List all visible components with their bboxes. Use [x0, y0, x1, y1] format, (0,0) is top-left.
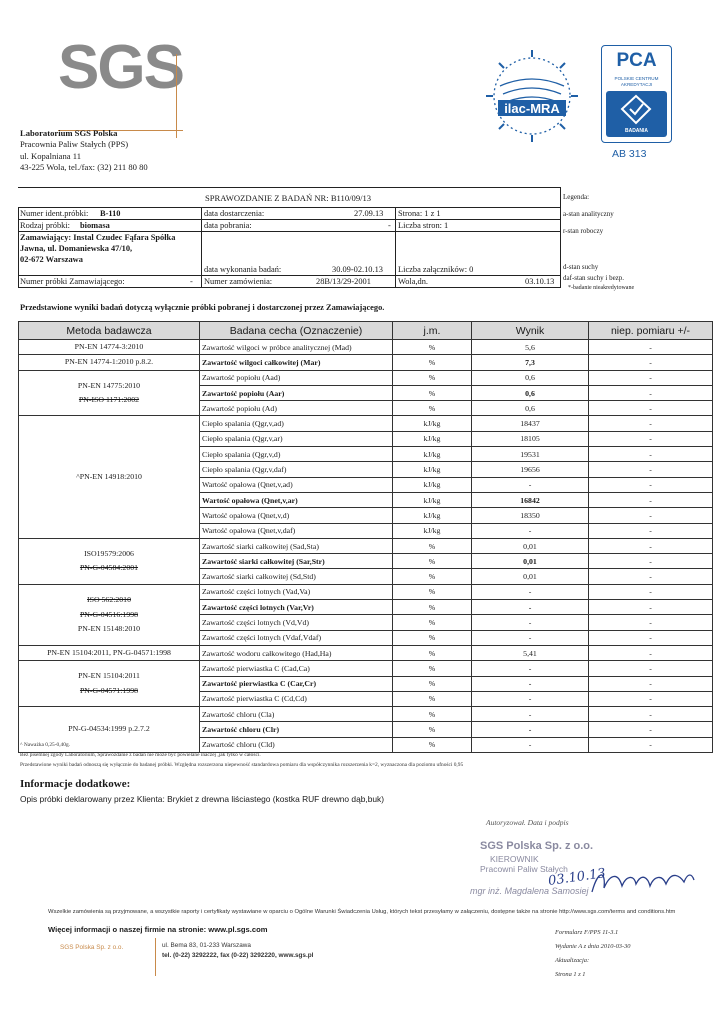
- uncertainty-cell: -: [589, 340, 713, 355]
- legend-heading: Legenda:: [563, 193, 590, 201]
- unit-cell: kJ/kg: [393, 416, 472, 431]
- lab-city-phone: 43-225 Wola, tel./fax: (32) 211 80 80: [20, 161, 148, 172]
- feature-cell: Zawartość popiołu (Aad): [200, 370, 393, 385]
- unit-cell: %: [393, 630, 472, 645]
- unit-cell: %: [393, 707, 472, 722]
- delivery-date-value: 27.09.13: [354, 209, 384, 218]
- feature-cell: Zawartość popiołu (Ad): [200, 401, 393, 416]
- table-row: [19, 538, 713, 553]
- uncertainty-cell: -: [589, 538, 713, 553]
- footer-more-info: Więcej informacji o naszej firmie na stronie: www.pl.sgs.com: [48, 925, 268, 934]
- footer-terms: Wszelkie zamówienia są przyjmowane, a wszystkie raporty i certyfikaty wystawiane w oparciu o Ogólne Warunki Świadczenia Usług, których tekst przesyłamy w załączeniu, dostępne także na stronie http://www.sgs.com/terms and conditions.htm: [48, 909, 676, 915]
- unit-cell: kJ/kg: [393, 431, 472, 446]
- legend-r: r-stan roboczy: [563, 227, 604, 235]
- unit-cell: %: [393, 554, 472, 569]
- method-cell: [19, 645, 200, 660]
- method-name: ISO 562:2010: [87, 595, 131, 605]
- uncertainty-cell: -: [589, 523, 713, 538]
- table-row: [19, 645, 713, 660]
- feature-cell: Zawartość części lotnych (Var,Vr): [200, 600, 393, 615]
- result-cell: -: [472, 691, 589, 706]
- footer-contacts: tel. (0-22) 3292222, fax (0-22) 3292220, www.sgs.pl: [162, 951, 314, 959]
- form-update: Aktualizacja:: [555, 957, 590, 964]
- result-cell: 0,01: [472, 554, 589, 569]
- unit-cell: %: [393, 600, 472, 615]
- handwritten-date: 03.10.13: [547, 866, 607, 889]
- footer-street: ul. Bema 83, 01-233 Warszawa: [162, 942, 251, 949]
- method-name: PN-EN 15104:2011: [78, 671, 140, 681]
- legend-daf: daf-stan suchy i bezp.: [563, 274, 625, 282]
- sample-id-value: B-110: [100, 209, 121, 218]
- result-cell: 0,01: [472, 569, 589, 584]
- sampling-date-label: data pobrania:: [204, 221, 252, 230]
- method-name: PN-EN 15148:2010: [77, 623, 141, 633]
- note-uncertainty: Przedstawione wyniki badań odnoszą się wyłącznie do badanej próbki. Względna rozszerzona niepewność standardowa pomiaru dla współczynnika rozszerzenia k=2, wyznaczona dla poziomu ufności 0,95: [20, 762, 464, 768]
- result-cell: -: [472, 630, 589, 645]
- feature-cell: Zawartość popiołu (Aar): [200, 385, 393, 400]
- client-line-3: 02-672 Warszawa: [20, 255, 83, 264]
- result-cell: 0,6: [472, 401, 589, 416]
- report-header-box: [18, 187, 561, 287]
- uncertainty-cell: -: [589, 508, 713, 523]
- client-line-1: Zamawiający: Instal Czudec Fąfara Spółka: [20, 233, 176, 242]
- feature-cell: Wartość opałowa (Qnet,v,d): [200, 508, 393, 523]
- pca-subtitle-line1: POLSKIE CENTRUM: [614, 76, 659, 81]
- place-label: Wola,dn.: [398, 277, 429, 286]
- form-edition: Wydanie A z dnia 2010-03-30: [555, 943, 631, 950]
- unit-cell: %: [393, 661, 472, 676]
- table-row: [19, 416, 713, 431]
- pca-logo: [601, 45, 672, 143]
- stamp-company: SGS Polska Sp. z o.o.: [480, 840, 594, 852]
- feature-cell: Zawartość chloru (Cld): [200, 737, 393, 752]
- uncertainty-cell: -: [589, 431, 713, 446]
- uncertainty-cell: -: [589, 355, 713, 370]
- table-row: [19, 355, 713, 370]
- lab-name: Laboratorium SGS Polska: [20, 128, 118, 138]
- result-cell: -: [472, 477, 589, 492]
- sgs-logo: [58, 33, 183, 118]
- result-cell: -: [472, 584, 589, 599]
- unit-cell: kJ/kg: [393, 492, 472, 507]
- lab-unit: Pracownia Paliw Stałych (PPS): [20, 139, 129, 150]
- tests-date-value: 30.09-02.10.13: [332, 265, 383, 274]
- handwritten-signature: [588, 862, 698, 902]
- feature-cell: Zawartość pierwiastka C (Car,Cr): [200, 676, 393, 691]
- results-table: [18, 321, 713, 753]
- report-title: SPRAWOZDANIE Z BADAŃ NR: B110/09/13: [205, 193, 372, 203]
- pca-subtitle: [602, 76, 671, 88]
- order-number-label: Numer zamówienia:: [204, 277, 273, 286]
- attachments-label: Liczba załączników: 0: [398, 265, 474, 274]
- feature-cell: Zawartość części lotnych (Vdaf,Vdaf): [200, 630, 393, 645]
- uncertainty-cell: -: [589, 477, 713, 492]
- tests-date-label: data wykonania badań:: [204, 265, 282, 274]
- feature-cell: Ciepło spalania (Qgr,v,daf): [200, 462, 393, 477]
- feature-cell: Zawartość pierwiastka C (Cd,Cd): [200, 691, 393, 706]
- lab-street: ul. Kopalniana 11: [20, 150, 82, 161]
- feature-cell: Zawartość siarki całkowitej (Sad,Sta): [200, 538, 393, 553]
- unit-cell: %: [393, 615, 472, 630]
- legend: [563, 192, 634, 293]
- method-name: PN-EN 14774-1:2010 p.8.2.: [64, 357, 154, 367]
- pca-badge-label: BADANIA: [624, 128, 649, 134]
- uncertainty-cell: -: [589, 615, 713, 630]
- result-cell: -: [472, 661, 589, 676]
- client-sample-label: Numer próbki Zamawiającego:: [20, 277, 125, 286]
- unit-cell: %: [393, 385, 472, 400]
- feature-cell: Zawartość chloru (Clr): [200, 722, 393, 737]
- sample-id-label: Numer ident.próbki:: [20, 209, 89, 218]
- result-cell: -: [472, 523, 589, 538]
- header-feature: Badana cecha (Oznaczenie): [200, 322, 393, 340]
- uncertainty-cell: -: [589, 569, 713, 584]
- stamp-unit: Pracowni Paliw Stałych: [480, 864, 568, 874]
- unit-cell: %: [393, 737, 472, 752]
- client-line-2: Jawna, ul. Domaniewska 47/10,: [20, 244, 133, 253]
- footer-address: [162, 941, 313, 960]
- unit-cell: %: [393, 569, 472, 584]
- pca-shield-icon: [606, 91, 667, 131]
- uncertainty-cell: -: [589, 645, 713, 660]
- feature-cell: Zawartość części lotnych (Vad,Va): [200, 584, 393, 599]
- uncertainty-cell: -: [589, 584, 713, 599]
- method-cell: [19, 661, 200, 707]
- method-name: PN-G-04571:1998: [79, 685, 139, 695]
- feature-cell: Wartość opałowa (Qnet,v,daf): [200, 523, 393, 538]
- result-cell: -: [472, 707, 589, 722]
- uncertainty-cell: -: [589, 447, 713, 462]
- sample-type-value: biomasa: [80, 221, 110, 230]
- feature-cell: Zawartość siarki całkowitej (Sd,Std): [200, 569, 393, 584]
- uncertainty-cell: -: [589, 661, 713, 676]
- unit-cell: %: [393, 584, 472, 599]
- table-row: [19, 584, 713, 599]
- header-result: Wynik: [472, 322, 589, 340]
- feature-cell: Zawartość wodoru całkowitego (Had,Ha): [200, 645, 393, 660]
- uncertainty-cell: -: [589, 691, 713, 706]
- method-name: PN-EN 14775:2010: [77, 380, 141, 390]
- method-name: ^PN-EN 14918:2010: [76, 472, 142, 482]
- feature-cell: Ciepło spalania (Qgr,v,ad): [200, 416, 393, 431]
- legend-a: a-stan analityczny: [563, 210, 614, 218]
- uncertainty-cell: -: [589, 722, 713, 737]
- method-name: PN-ISO 1171:2002: [78, 395, 140, 405]
- unit-cell: kJ/kg: [393, 462, 472, 477]
- unit-cell: %: [393, 370, 472, 385]
- result-cell: 18437: [472, 416, 589, 431]
- form-number: Formularz F/PPS 11-3.1: [555, 929, 619, 936]
- feature-cell: Ciepło spalania (Qgr,v,ar): [200, 431, 393, 446]
- sgs-logo-text: SGS: [58, 33, 183, 102]
- order-number-value: 28B/13/29-2001: [316, 277, 371, 286]
- ilac-text: ilac-MRA: [504, 101, 560, 116]
- feature-cell: Wartość opałowa (Qnet,v,ar): [200, 492, 393, 507]
- unit-cell: %: [393, 691, 472, 706]
- feature-cell: Wartość opałowa (Qnet,v,ad): [200, 477, 393, 492]
- result-cell: 7,3: [472, 355, 589, 370]
- legend-d: d-stan suchy: [563, 263, 599, 271]
- result-cell: 16842: [472, 492, 589, 507]
- intro-statement: Przedstawione wyniki badań dotyczą wyłącznie próbki pobranej i dostarczonej przez Zamawiającego.: [20, 303, 385, 312]
- stamp-name: mgr inż. Magdalena Samosiej: [470, 886, 589, 896]
- method-name: ISO19579:2006: [84, 549, 134, 558]
- notes: [20, 741, 463, 770]
- uncertainty-cell: -: [589, 370, 713, 385]
- method-cell: [19, 538, 200, 584]
- feature-cell: Zawartość części lotnych (Vd,Vd): [200, 615, 393, 630]
- unit-cell: %: [393, 340, 472, 355]
- unit-cell: %: [393, 538, 472, 553]
- table-row: [19, 661, 713, 676]
- uncertainty-cell: -: [589, 707, 713, 722]
- unit-cell: kJ/kg: [393, 508, 472, 523]
- pca-subtitle-line2: AKREDYTACJI: [620, 82, 653, 87]
- method-name: PN-G-04534:1999 p.2.7.2: [68, 724, 150, 734]
- unit-cell: %: [393, 722, 472, 737]
- header-unit: j.m.: [393, 322, 472, 340]
- result-cell: 19531: [472, 447, 589, 462]
- result-cell: 19656: [472, 462, 589, 477]
- form-page: Strona 1 z 1: [555, 971, 586, 978]
- place-date: 03.10.13: [525, 277, 555, 286]
- unit-cell: %: [393, 401, 472, 416]
- uncertainty-cell: -: [589, 737, 713, 752]
- uncertainty-cell: -: [589, 492, 713, 507]
- note-copy: Bez pisemnej zgody Laboratorium, Sprawozdanie z badań nie może być powielane inaczej ,jak tylko w całości.: [20, 752, 261, 758]
- method-cell: [19, 584, 200, 645]
- method-name: PN-G-04516:1998: [79, 609, 139, 619]
- uncertainty-cell: -: [589, 630, 713, 645]
- result-cell: -: [472, 722, 589, 737]
- result-cell: 0,6: [472, 370, 589, 385]
- result-cell: -: [472, 737, 589, 752]
- pca-title: PCA: [616, 50, 657, 71]
- stamp-role: KIEROWNIK: [490, 854, 539, 864]
- note-sample-mass: ^ Naważka 0,25-0,40g.: [20, 742, 70, 748]
- delivery-date-label: data dostarczenia:: [204, 209, 265, 218]
- result-cell: 18350: [472, 508, 589, 523]
- result-cell: 0,6: [472, 385, 589, 400]
- header-method: Metoda badawcza: [19, 322, 200, 340]
- uncertainty-cell: -: [589, 385, 713, 400]
- result-cell: -: [472, 600, 589, 615]
- result-cell: 0,01: [472, 538, 589, 553]
- uncertainty-cell: -: [589, 462, 713, 477]
- unit-cell: %: [393, 676, 472, 691]
- unit-cell: kJ/kg: [393, 477, 472, 492]
- form-info: [555, 926, 631, 982]
- sample-description: Opis próbki deklarowany przez Klienta: Brykiet z drewna liściastego (kostka RUF drewno dąb,buk): [20, 794, 385, 804]
- uncertainty-cell: -: [589, 554, 713, 569]
- uncertainty-cell: -: [589, 401, 713, 416]
- result-cell: 5,6: [472, 340, 589, 355]
- client-sample-value: -: [190, 277, 193, 286]
- feature-cell: Zawartość siarki całkowitej (Sar,Str): [200, 554, 393, 569]
- accreditation-number: AB 313: [612, 148, 647, 160]
- header-uncertainty: niep. pomiaru +/-: [589, 322, 713, 340]
- uncertainty-cell: -: [589, 416, 713, 431]
- ilac-mra-logo: [478, 42, 586, 150]
- additional-info-heading: Informacje dodatkowe:: [20, 778, 131, 790]
- unit-cell: kJ/kg: [393, 447, 472, 462]
- method-name: PN-EN 14774-3:2010: [74, 342, 144, 351]
- method-name: PN-G-04584:2001: [79, 563, 139, 573]
- page-label: Strona: 1 z 1: [398, 209, 441, 218]
- method-name: PN-EN 15104:2011, PN-G-04571:1998: [47, 647, 171, 657]
- method-cell: [19, 416, 200, 538]
- footer-company: SGS Polska Sp. z o.o.: [60, 944, 124, 951]
- signature-caption: Autoryzował. Data i podpis: [486, 818, 569, 827]
- signature-block: [470, 818, 700, 908]
- unit-cell: %: [393, 355, 472, 370]
- lab-address: [20, 128, 148, 173]
- unit-cell: kJ/kg: [393, 523, 472, 538]
- sample-type-label: Rodzaj próbki:: [20, 221, 71, 230]
- result-cell: -: [472, 676, 589, 691]
- uncertainty-cell: -: [589, 676, 713, 691]
- pages-count-label: Liczba stron: 1: [398, 221, 449, 230]
- results-header-row: [19, 322, 713, 340]
- uncertainty-cell: -: [589, 600, 713, 615]
- feature-cell: Zawartość wilgoci w próbce analitycznej (Mad): [200, 340, 393, 355]
- table-row: [19, 340, 713, 355]
- method-cell: [19, 355, 200, 370]
- table-row: [19, 707, 713, 722]
- result-cell: 5,41: [472, 645, 589, 660]
- result-cell: 18105: [472, 431, 589, 446]
- feature-cell: Ciepło spalania (Qgr,v,d): [200, 447, 393, 462]
- unit-cell: %: [393, 645, 472, 660]
- method-cell: [19, 370, 200, 416]
- legend-note: *-badanie nieakredytowane: [568, 285, 635, 291]
- method-cell: [19, 340, 200, 355]
- feature-cell: Zawartość pierwiastka C (Cad,Ca): [200, 661, 393, 676]
- result-cell: -: [472, 615, 589, 630]
- sampling-date-value: -: [388, 221, 391, 230]
- table-row: [19, 370, 713, 385]
- feature-cell: Zawartość wilgoci całkowitej (Mar): [200, 355, 393, 370]
- feature-cell: Zawartość chloru (Cla): [200, 707, 393, 722]
